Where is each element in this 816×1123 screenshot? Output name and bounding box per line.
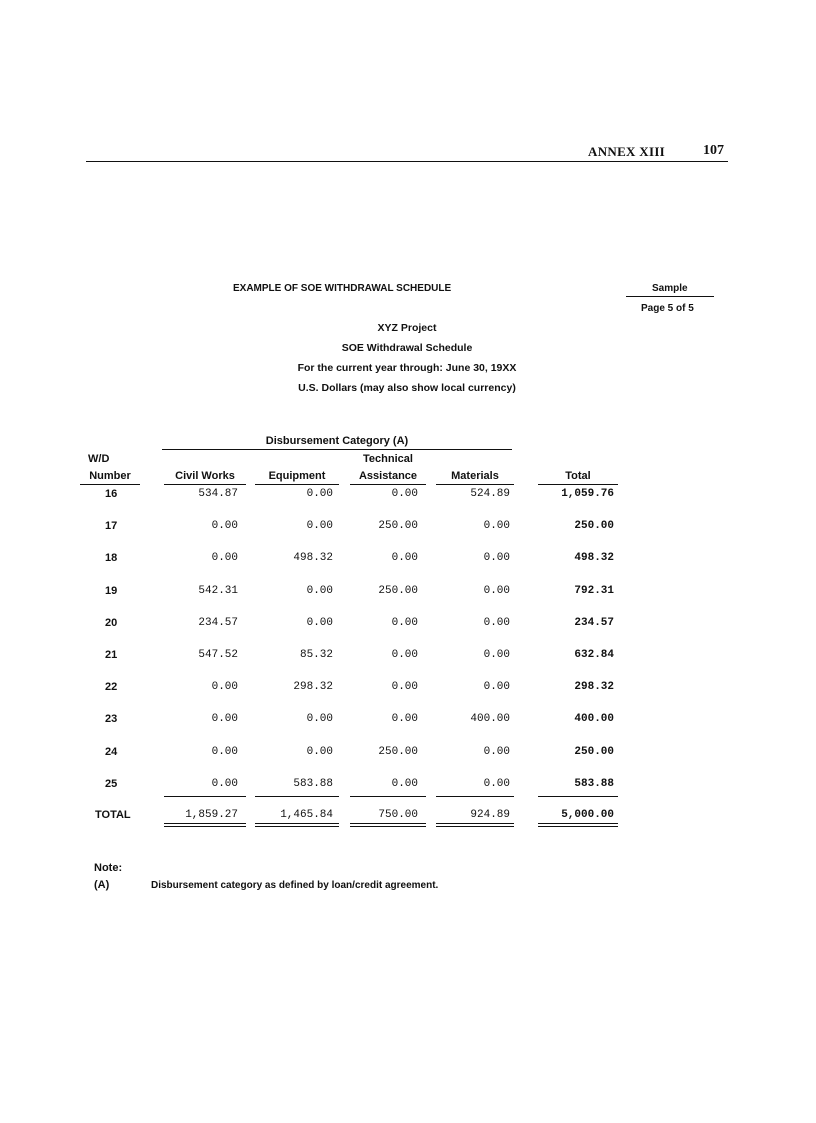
currency-line: U.S. Dollars (may also show local currency) bbox=[298, 382, 516, 394]
col-total: Total bbox=[565, 470, 591, 482]
note-marker: (A) bbox=[94, 879, 110, 891]
row-wd-number: 20 bbox=[105, 617, 118, 629]
cell-total: 498.32 bbox=[574, 552, 614, 564]
cell-civil: 0.00 bbox=[211, 713, 238, 725]
total-header-rule bbox=[538, 484, 618, 485]
row-wd-number: 17 bbox=[105, 520, 118, 532]
ta-double-rule bbox=[350, 823, 426, 827]
category-header: Disbursement Category (A) bbox=[265, 435, 409, 447]
cell-ta: 0.00 bbox=[391, 649, 418, 661]
annex-label: ANNEX XIII bbox=[588, 144, 666, 159]
col-ta-bottom: Assistance bbox=[358, 470, 418, 482]
total-equipment: 1,465.84 bbox=[280, 809, 333, 821]
page-of-label: Page 5 of 5 bbox=[641, 303, 694, 314]
cell-civil: 547.52 bbox=[198, 649, 238, 661]
wd-header-rule bbox=[80, 484, 140, 485]
cell-ta: 0.00 bbox=[391, 713, 418, 725]
category-rule bbox=[162, 449, 512, 450]
row-wd-number: 19 bbox=[105, 585, 118, 597]
cell-equipment: 0.00 bbox=[306, 713, 333, 725]
period-line: For the current year through: June 30, 19XX bbox=[297, 362, 517, 374]
cell-total: 234.57 bbox=[574, 617, 614, 629]
cell-civil: 0.00 bbox=[211, 746, 238, 758]
cell-equipment: 85.32 bbox=[299, 649, 333, 661]
note-text: Disbursement category as defined by loan/credit agreement. bbox=[151, 880, 439, 891]
row-wd-number: 18 bbox=[105, 552, 118, 564]
cell-materials: 0.00 bbox=[483, 585, 510, 597]
total-sum-rule bbox=[538, 796, 618, 797]
row-wd-number: 22 bbox=[105, 681, 118, 693]
cell-ta: 250.00 bbox=[378, 746, 418, 758]
col-civil-works: Civil Works bbox=[175, 470, 235, 482]
cell-total: 400.00 bbox=[574, 713, 614, 725]
cell-ta: 250.00 bbox=[378, 585, 418, 597]
cell-materials: 0.00 bbox=[483, 649, 510, 661]
cell-materials: 0.00 bbox=[483, 681, 510, 693]
materials-double-rule bbox=[436, 823, 514, 827]
row-wd-number: 23 bbox=[105, 713, 118, 725]
project-name: XYZ Project bbox=[377, 322, 437, 334]
col-equipment: Equipment bbox=[268, 470, 326, 482]
cell-total: 298.32 bbox=[574, 681, 614, 693]
cell-ta: 250.00 bbox=[378, 520, 418, 532]
page-number: 107 bbox=[703, 143, 724, 158]
total-ta: 750.00 bbox=[378, 809, 418, 821]
cell-total: 250.00 bbox=[574, 746, 614, 758]
cell-materials: 400.00 bbox=[470, 713, 510, 725]
civil-sum-rule bbox=[164, 796, 246, 797]
cell-total: 583.88 bbox=[574, 778, 614, 790]
materials-header-rule bbox=[436, 484, 514, 485]
total-grand: 5,000.00 bbox=[561, 809, 614, 821]
row-wd-number: 25 bbox=[105, 778, 118, 790]
cell-materials: 0.00 bbox=[483, 746, 510, 758]
cell-ta: 0.00 bbox=[391, 681, 418, 693]
cell-civil: 234.57 bbox=[198, 617, 238, 629]
cell-civil: 0.00 bbox=[211, 552, 238, 564]
cell-total: 1,059.76 bbox=[561, 488, 614, 500]
total-materials: 924.89 bbox=[470, 809, 510, 821]
total-civil: 1,859.27 bbox=[185, 809, 238, 821]
materials-sum-rule bbox=[436, 796, 514, 797]
cell-equipment: 0.00 bbox=[306, 585, 333, 597]
cell-materials: 0.00 bbox=[483, 520, 510, 532]
cell-equipment: 498.32 bbox=[293, 552, 333, 564]
equipment-double-rule bbox=[255, 823, 339, 827]
document-title: EXAMPLE OF SOE WITHDRAWAL SCHEDULE bbox=[233, 283, 452, 294]
cell-civil: 0.00 bbox=[211, 681, 238, 693]
cell-materials: 524.89 bbox=[470, 488, 510, 500]
schedule-name: SOE Withdrawal Schedule bbox=[341, 342, 473, 354]
cell-total: 792.31 bbox=[574, 585, 614, 597]
cell-equipment: 0.00 bbox=[306, 520, 333, 532]
cell-civil: 0.00 bbox=[211, 520, 238, 532]
cell-total: 250.00 bbox=[574, 520, 614, 532]
cell-ta: 0.00 bbox=[391, 617, 418, 629]
row-wd-number: 21 bbox=[105, 649, 118, 661]
cell-equipment: 0.00 bbox=[306, 488, 333, 500]
header-rule bbox=[86, 161, 728, 162]
row-wd-number: 24 bbox=[105, 746, 118, 758]
sample-rule bbox=[626, 296, 714, 297]
cell-equipment: 0.00 bbox=[306, 746, 333, 758]
equipment-sum-rule bbox=[255, 796, 339, 797]
ta-header-rule bbox=[350, 484, 426, 485]
cell-ta: 0.00 bbox=[391, 778, 418, 790]
cell-civil: 0.00 bbox=[211, 778, 238, 790]
cell-ta: 0.00 bbox=[391, 552, 418, 564]
cell-materials: 0.00 bbox=[483, 552, 510, 564]
cell-equipment: 0.00 bbox=[306, 617, 333, 629]
sample-label: Sample bbox=[652, 283, 688, 294]
civil-header-rule bbox=[164, 484, 246, 485]
col-ta-top: Technical bbox=[363, 453, 413, 465]
col-wd-bottom: Number bbox=[89, 470, 131, 482]
col-wd-top: W/D bbox=[88, 453, 110, 465]
ta-sum-rule bbox=[350, 796, 426, 797]
cell-equipment: 298.32 bbox=[293, 681, 333, 693]
equipment-header-rule bbox=[255, 484, 339, 485]
cell-materials: 0.00 bbox=[483, 617, 510, 629]
cell-equipment: 583.88 bbox=[293, 778, 333, 790]
col-materials: Materials bbox=[451, 470, 499, 482]
cell-materials: 0.00 bbox=[483, 778, 510, 790]
cell-civil: 534.87 bbox=[198, 488, 238, 500]
cell-ta: 0.00 bbox=[391, 488, 418, 500]
note-heading: Note: bbox=[94, 862, 123, 874]
total-double-rule bbox=[538, 823, 618, 827]
civil-double-rule bbox=[164, 823, 246, 827]
total-row-label: TOTAL bbox=[95, 809, 131, 821]
row-wd-number: 16 bbox=[105, 488, 118, 500]
cell-civil: 542.31 bbox=[198, 585, 238, 597]
cell-total: 632.84 bbox=[574, 649, 614, 661]
